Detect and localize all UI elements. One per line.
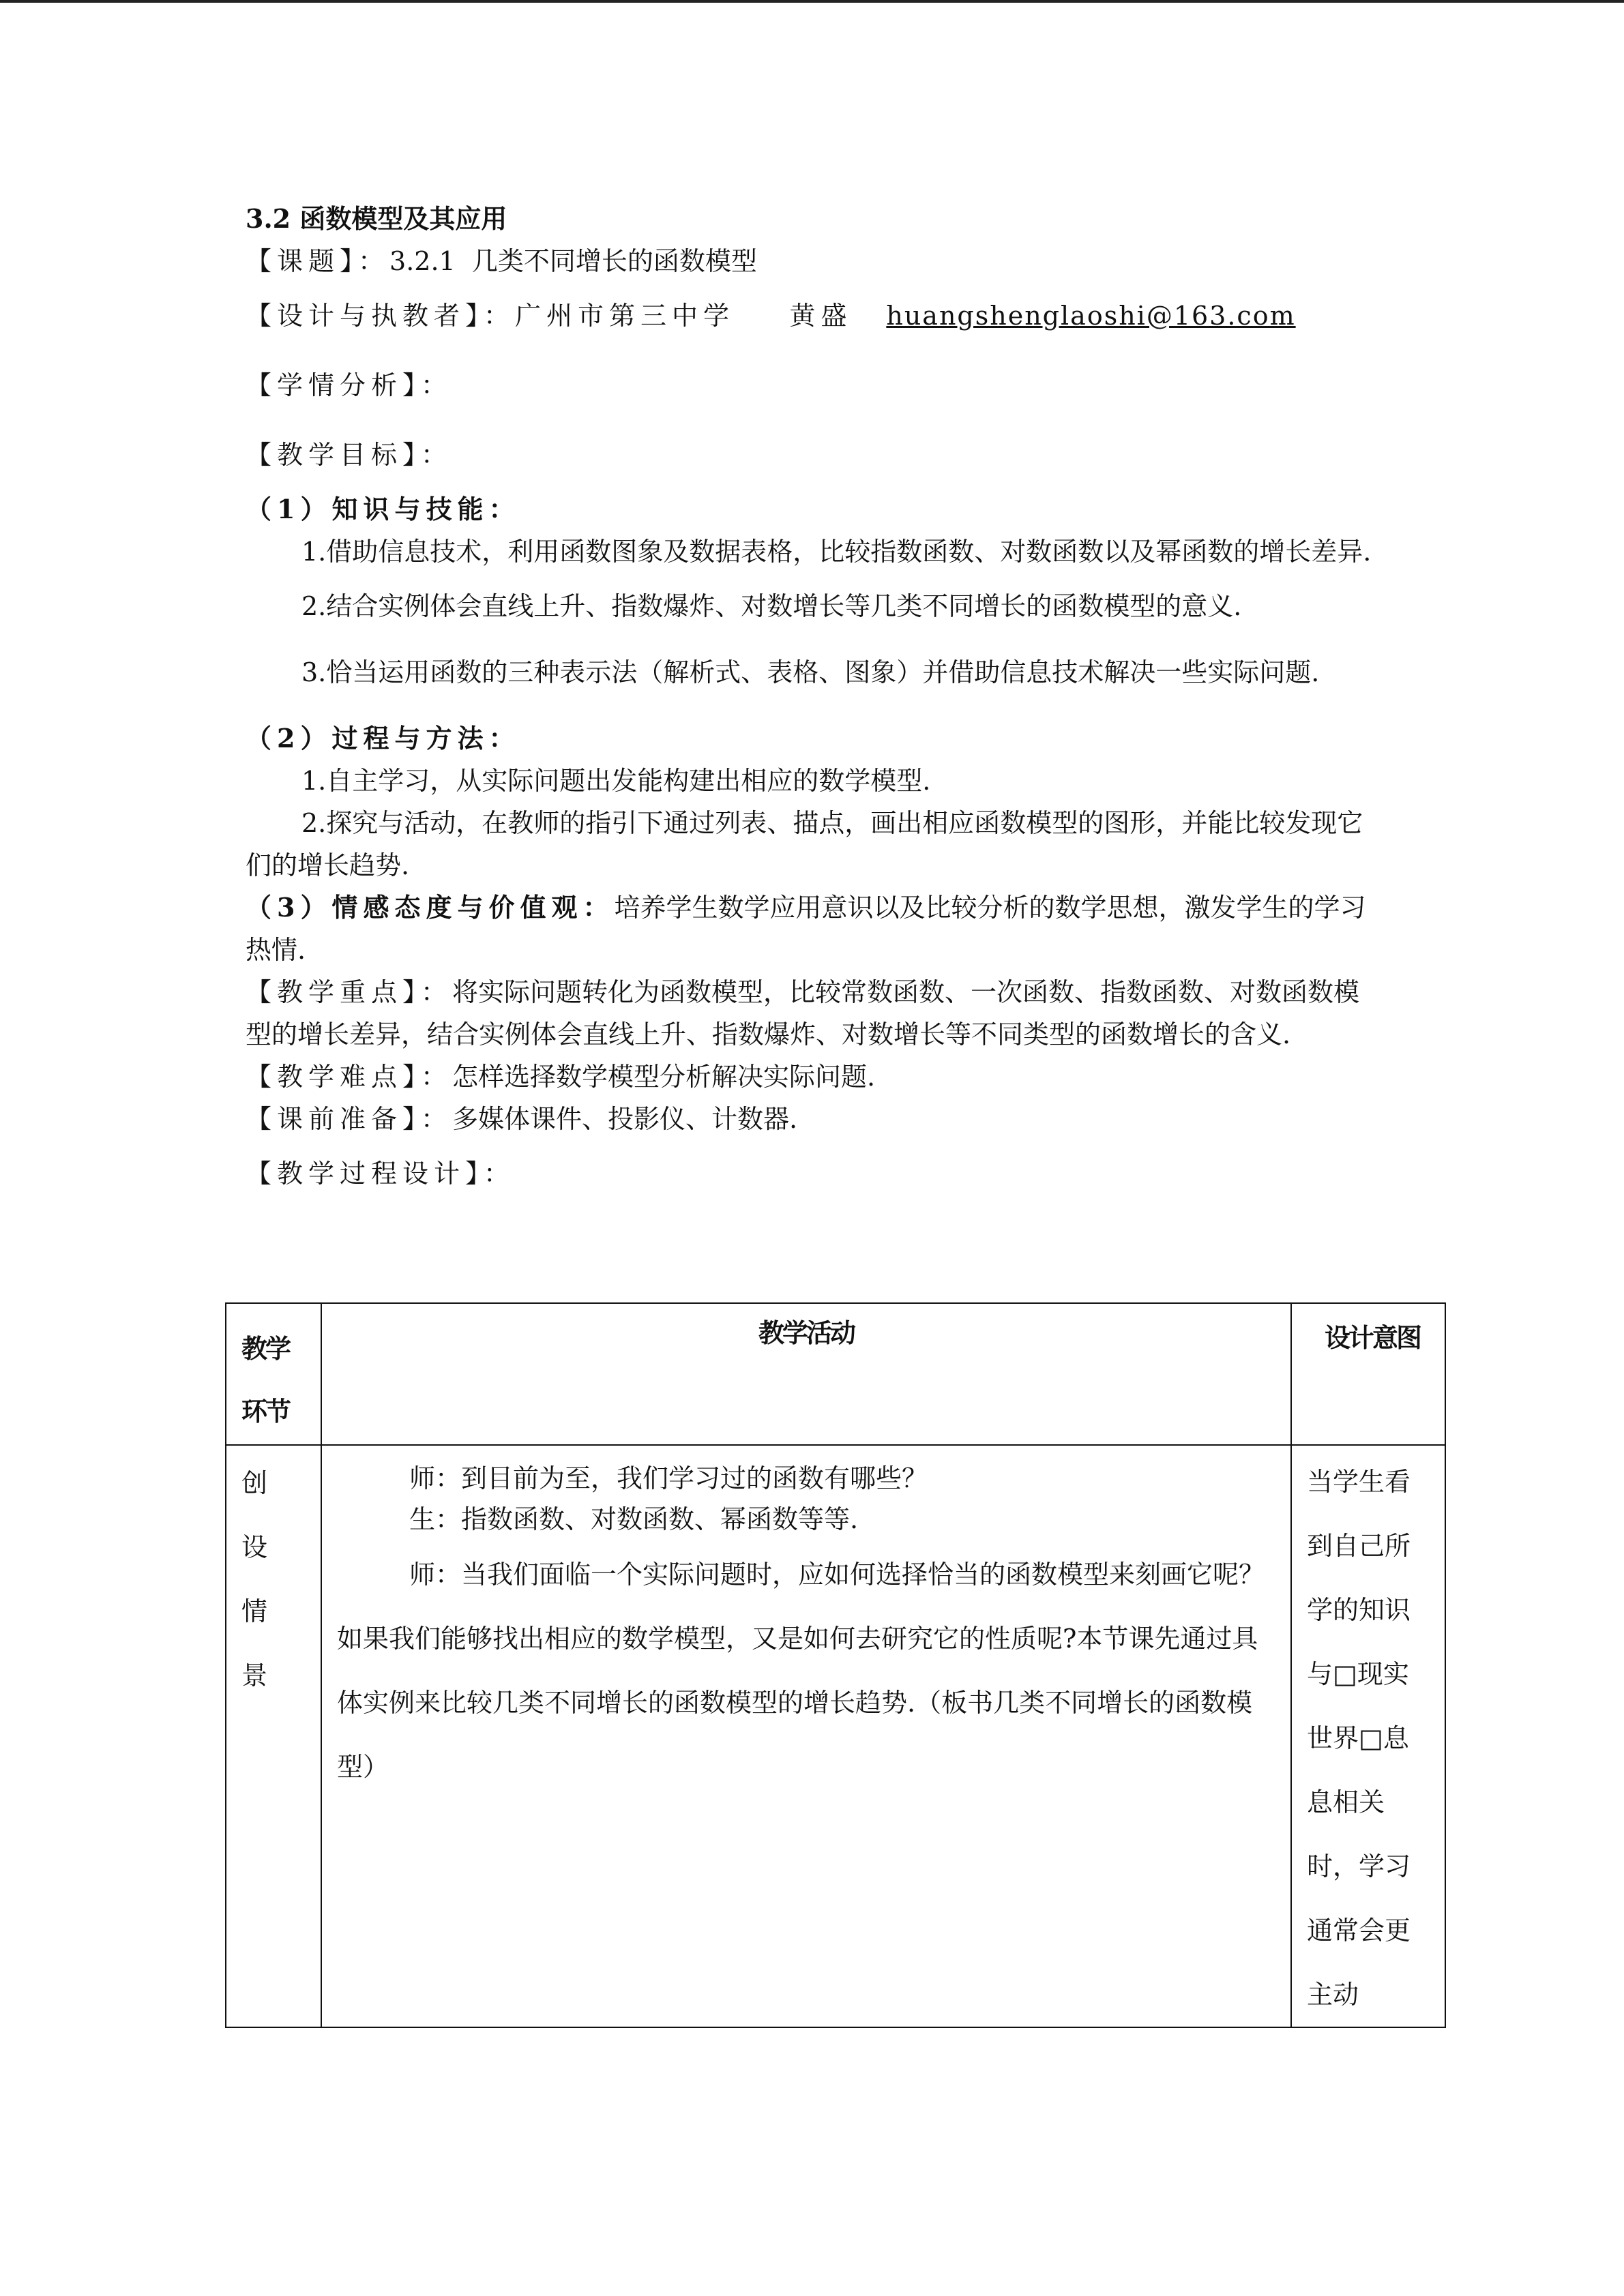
top-border-line xyxy=(0,0,1624,3)
goal1-item-1: 1.借助信息技术，利用函数图象及数据表格，比较指数函数、对数函数以及幂函数的增长差异. xyxy=(301,537,1372,567)
goal1-item-2: 2.结合实例体会直线上升、指数爆炸、对数增长等几类不同增长的函数模型的意义. xyxy=(301,591,1242,621)
stage-char: 情 xyxy=(241,1596,268,1626)
table-row xyxy=(226,1445,1445,2027)
header-stage-line2: 环节 xyxy=(241,1397,290,1427)
difficulty-line xyxy=(246,1056,1378,1098)
goal3-text: 培养学生数学应用意识以及比较分析的数学思想，激发学生的学习热情. xyxy=(246,893,1366,965)
key-points-label: 【教学重点】： xyxy=(246,977,453,1007)
designer-line xyxy=(246,295,1378,337)
topic-line xyxy=(246,240,1378,282)
stage-char: 景 xyxy=(241,1660,268,1690)
activity-line-2: 生：指数函数、对数函数、幂函数等等. xyxy=(409,1504,859,1534)
goal2-item-2: 2.探究与活动，在教师的指引下通过列表、描点，画出相应函数模型的图形，并能比较发现它们的增长趋势. xyxy=(246,808,1363,880)
goal3-heading: （3）情感态度与价值观： xyxy=(246,892,615,923)
prep-line xyxy=(246,1098,1378,1140)
header-activity-cell: 教学活动 xyxy=(321,1303,1291,1445)
prep-text: 多媒体课件、投影仪、计数器. xyxy=(452,1104,798,1134)
goal3-line xyxy=(246,886,1378,971)
difficulty-label: 【教学难点】： xyxy=(246,1062,453,1092)
goal1-heading: （1）知识与技能： xyxy=(246,494,520,524)
goal1-item-3: 3.恰当运用函数的三种表示法（解析式、表格、图象）并借助信息技术解决一些实际问题. xyxy=(301,657,1320,687)
goal2-heading: （2）过程与方法： xyxy=(246,723,520,754)
goals-label: 【教学目标】： xyxy=(246,440,453,470)
prep-label: 【课前准备】： xyxy=(246,1104,453,1134)
topic-label: 【课题】： xyxy=(246,246,390,276)
stage-cell xyxy=(226,1445,321,2027)
activity-line-1: 师：到目前为至，我们学习过的函数有哪些？ xyxy=(409,1463,928,1493)
process-label: 【教学过程设计】： xyxy=(246,1159,516,1189)
designer-email-link[interactable]: huangshenglaoshi@163.com xyxy=(886,301,1296,331)
header-intent-cell: 设计意图 xyxy=(1291,1303,1445,1445)
activity-line-3: 师：当我们面临一个实际问题时，应如何选择恰当的函数模型来刻画它呢？如果我们能够找出相应的数学模型，又是如何去研究它的性质呢?本节课先通过具体实例来比较几类不同增长的函数模型的增长趋势.（板书几类不同增长的函数模型） xyxy=(337,1560,1265,1782)
analysis-label: 【学情分析】： xyxy=(246,370,453,400)
table-header-row xyxy=(226,1303,1445,1445)
topic-value: 3.2.1 几类不同增长的函数模型 xyxy=(389,246,757,276)
key-points-line xyxy=(246,971,1378,1056)
header-stage-line1: 教学 xyxy=(241,1334,290,1364)
header-stage-cell xyxy=(226,1303,321,1445)
document-body xyxy=(246,198,1378,1195)
stage-char: 设 xyxy=(241,1532,268,1562)
designer-value: 广州市第三中学 黄盛 xyxy=(515,301,853,331)
stage-char: 创 xyxy=(241,1468,268,1498)
intent-cell: 当学生看到自己所学的知识与□现实世界□息息相关时，学习通常会更主动 xyxy=(1291,1445,1445,2027)
designer-label: 【设计与执教者】： xyxy=(246,301,516,331)
key-points-text: 将实际问题转化为函数模型，比较常数函数、一次函数、指数函数、对数函数模型的增长差异，结合实例体会直线上升、指数爆炸、对数增长等不同类型的函数增长的含义. xyxy=(246,977,1360,1049)
section-title: 3.2 函数模型及其应用 xyxy=(246,203,507,234)
difficulty-text: 怎样选择数学模型分析解决实际问题. xyxy=(452,1062,876,1092)
activity-cell xyxy=(321,1445,1291,2027)
teaching-process-table xyxy=(225,1302,1446,2028)
goal2-item-1: 1.自主学习，从实际问题出发能构建出相应的数学模型. xyxy=(301,766,931,796)
